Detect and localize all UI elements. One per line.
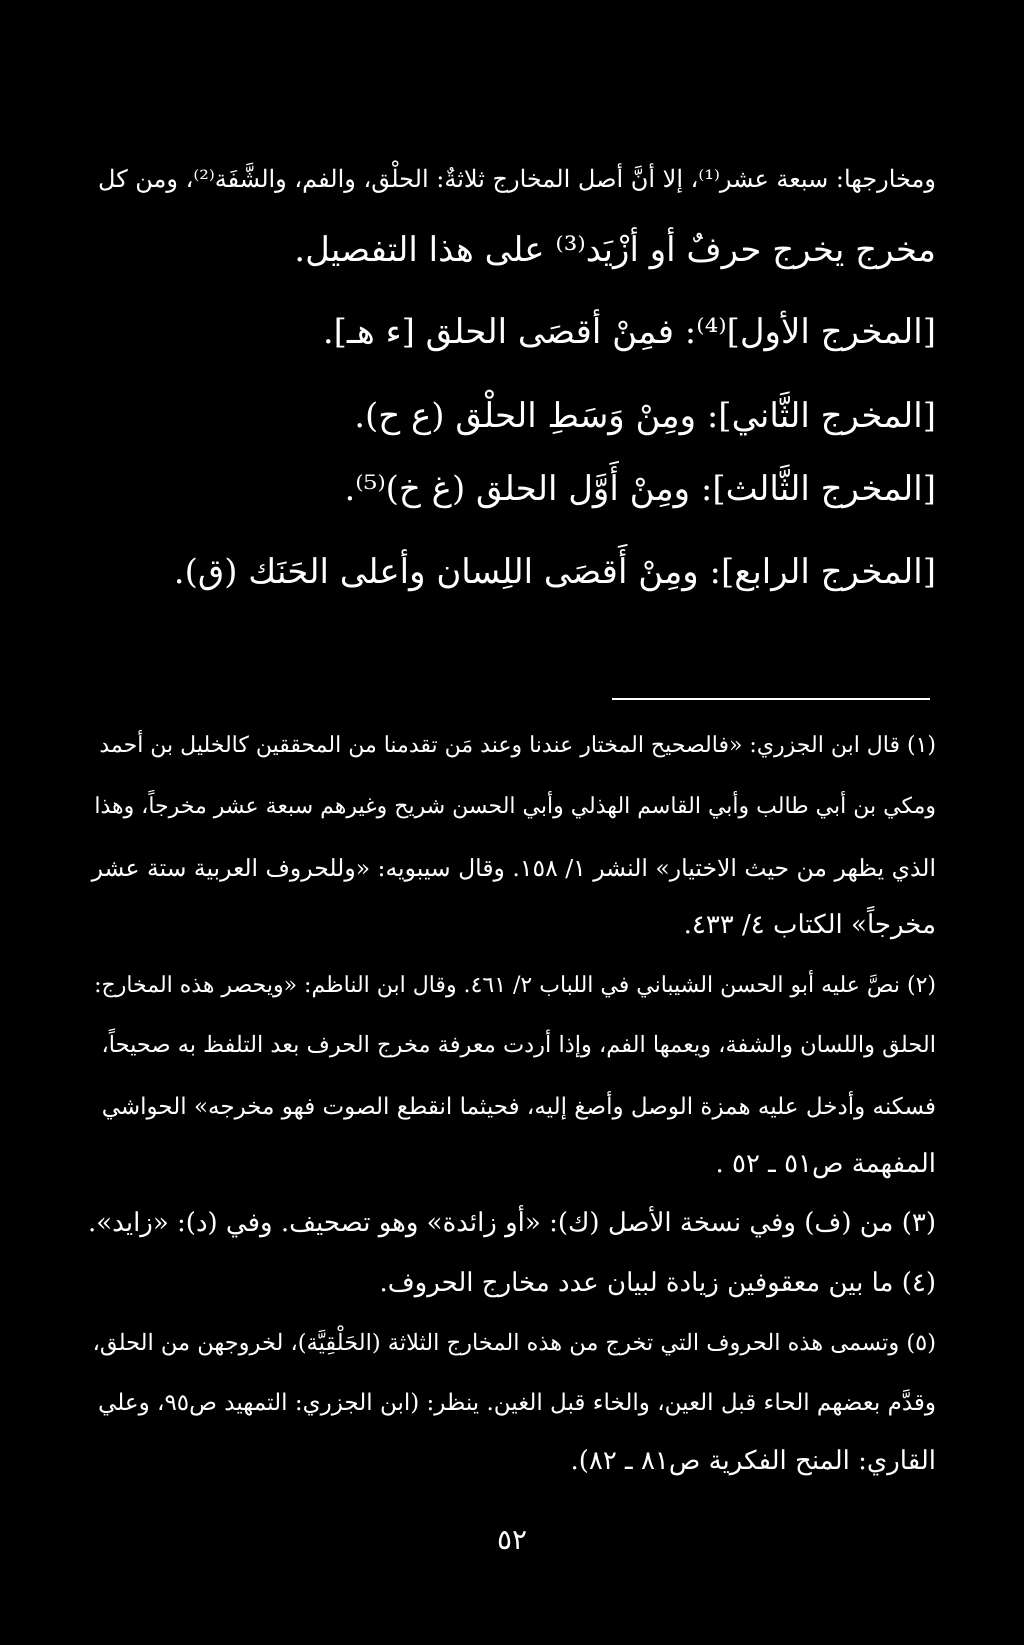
footnote-3: (٣) من (ف) وفي نسخة الأصل (ك): «أو زائدة» وهو تصحيف. وفي (د): «زايد».	[88, 1208, 936, 1238]
main-text-line-2: مخرج يخرج حرفٌ أو أزْيَد⁽³⁾ على هذا التفصيل.	[294, 230, 936, 270]
heading-first-articulation: [المخرج الأول]⁽⁴⁾: فمِنْ أقصَى الحلق [ء هـ].	[322, 312, 936, 352]
footnote-2-line-4: المفهمة ص٥١ ـ ٥٢ .	[715, 1149, 936, 1179]
heading-fourth-articulation: [المخرج الرابع]: ومِنْ أَقصَى اللِسان وأعلى الحَنَك (ق).	[173, 552, 936, 592]
footnote-5-line-1: (٥) وتسمى هذه الحروف التي تخرج من هذه المخارج الثلاثة (الحَلْقِيَّة)، لخروجهن من الحلق،	[92, 1330, 936, 1356]
footnote-1-line-4: مخرجاً» الكتاب ٤/ ٤٣٣.	[683, 910, 936, 940]
footnote-1-line-1: (١) قال ابن الجزري: «فالصحيح المختار عندنا وعند مَن تقدمنا من المحققين كالخليل بن أحمد	[99, 733, 936, 758]
footnote-5-line-2: وقدَّم بعضهم الحاء قبل العين، والخاء قبل الغين. ينظر: (ابن الجزري: التمهيد ص٩٥، وعلي	[98, 1390, 936, 1416]
page-number: ٥٢	[496, 1523, 528, 1556]
footnote-2-line-1: (٢) نصَّ عليه أبو الحسن الشيباني في اللباب ٢/ ٤٦١. وقال ابن الناظم: «ويحصر هذه المخارج:	[94, 973, 936, 998]
footnote-4: (٤) ما بين معقوفين زيادة لبيان عدد مخارج الحروف.	[379, 1268, 936, 1298]
heading-third-articulation: [المخرج الثَّالث]: ومِنْ أَوَّل الحلق (غ خ)⁽⁵⁾.	[344, 469, 936, 509]
footnote-5-line-3: القاري: المنح الفكرية ص٨١ ـ ٨٢).	[570, 1446, 936, 1476]
heading-second-articulation: [المخرج الثَّاني]: ومِنْ وَسَطِ الحلْق (ع ح).	[354, 396, 936, 436]
footnote-separator	[612, 698, 930, 700]
footnote-2-line-2: الحلق واللسان والشفة، ويعمها الفم، وإذا أردت معرفة مخرج الحرف بعد التلفظ به صحيحاً،	[101, 1032, 936, 1058]
footnote-2-line-3: فسكنه وأدخل عليه همزة الوصل وأصغ إليه، فحيثما انقطع الصوت فهو مخرجه» الحواشي	[101, 1094, 936, 1120]
footnote-1-line-3: الذي يظهر من حيث الاختيار» النشر ١/ ١٥٨. وقال سيبويه: «وللحروف العربية ستة عشر	[91, 854, 936, 882]
main-text-line-1: ومخارجها: سبعة عشر⁽¹⁾، إلا أنَّ أصل المخارج ثلاثةٌ: الحلْق، والفم، والشَّفَة⁽²⁾، ومن كل	[98, 165, 936, 193]
footnote-1-line-2: ومكي بن أبي طالب وأبي القاسم الهذلي وأبي الحسن شريح وغيرهم سبعة عشر مخرجاً، وهذا	[94, 794, 936, 819]
